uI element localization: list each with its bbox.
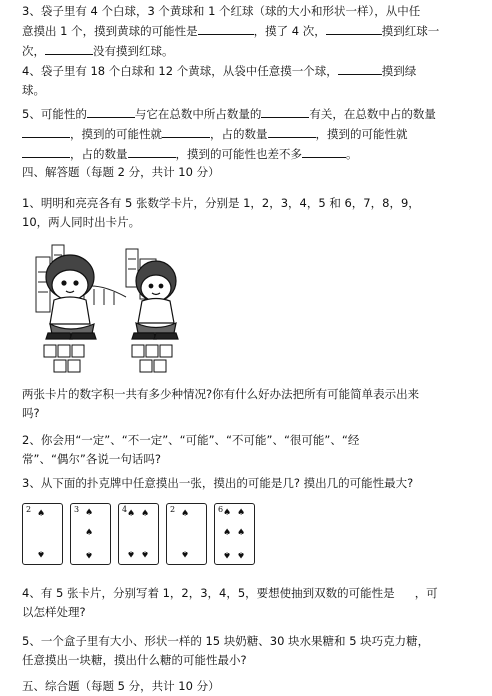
q3-text: 摸到红球一 <box>381 24 440 38</box>
s4q4-line-2: 以怎样处理? <box>22 605 86 619</box>
spade-icon: ♠ <box>37 548 46 558</box>
question-5 <box>22 104 477 164</box>
spade-icon: ♠ <box>223 528 232 538</box>
spade-icon: ♠ <box>141 548 150 558</box>
s4q1-question-line-1: 两张卡片的数字积一共有多少种情况?你有什么好办法把所有可能简单表示出来 <box>22 387 420 401</box>
spade-icon: ♠ <box>85 528 94 538</box>
card-rank: 6 <box>218 505 224 514</box>
q3-text: ，摸了 4 次， <box>253 24 326 38</box>
card-rank: 2 <box>26 505 32 514</box>
q5-text: 。 <box>346 147 358 161</box>
children-drawing <box>28 237 198 377</box>
q3-line-1: 3、袋子里有 4 个白球，3 个黄球和 1 个红球（球的大小和形状一样），从中任 <box>22 4 421 18</box>
q5-text: ，占的数量 <box>210 127 268 141</box>
s4q1-line-2: 10，两人同时出卡片。 <box>22 215 141 229</box>
q3-text: 次， <box>22 44 45 58</box>
q3-text: 意摸出 1 个，摸到黄球的可能性是 <box>22 24 198 38</box>
answer-blank[interactable] <box>268 124 316 138</box>
q3-text: 没有摸到红球。 <box>93 44 174 58</box>
answer-blank[interactable] <box>162 124 210 138</box>
answer-blank[interactable] <box>338 61 382 75</box>
question-3 <box>22 2 477 61</box>
spade-icon: ♠ <box>85 549 94 559</box>
s4q4-text: 4、有 5 张卡片，分别写着 1，2，3，4，5，要想使抽到双数的可能性是 <box>22 586 395 600</box>
s4q4-line-1 <box>22 584 477 603</box>
s4q4-text: ，可 <box>414 586 438 600</box>
answer-blank[interactable] <box>302 144 346 158</box>
playing-card <box>214 503 255 565</box>
q5-text: ，摸到的可能性就 <box>70 127 162 141</box>
q4-line-1 <box>22 61 477 81</box>
q5-line-1 <box>22 104 477 124</box>
q4-line-2: 球。 <box>22 83 45 97</box>
answer-blank[interactable] <box>45 41 93 55</box>
s4-question-1 <box>22 194 477 232</box>
playing-card <box>118 503 159 565</box>
q5-text: ，摸到的可能性也差不多 <box>175 147 302 161</box>
s4q1-question <box>22 385 477 423</box>
s4q5-line-2: 任意摸出一块糖，摸出什么糖的可能性最小? <box>22 653 247 667</box>
answer-blank[interactable] <box>22 124 70 138</box>
children-cards-illustration <box>28 237 198 377</box>
spade-icon: ♠ <box>127 509 136 519</box>
answer-blank[interactable] <box>22 144 70 158</box>
s4q1-line-1: 1、明明和亮亮各有 5 张数学卡片，分别是 1，2，3，4，5 和 6，7，8，9， <box>22 196 420 210</box>
card-rank: 4 <box>122 505 128 514</box>
playing-card <box>70 503 111 565</box>
q3-line-3 <box>22 41 477 61</box>
s4q2-line-1: 2、你会用“一定”、“不一定”、“可能”、“不可能”、“很可能”、“经 <box>22 433 360 447</box>
card-rank: 2 <box>170 505 176 514</box>
q5-line-3 <box>22 144 477 164</box>
q5-line-2 <box>22 124 477 144</box>
spade-icon: ♠ <box>223 549 232 559</box>
q4-text: 摸到绿 <box>381 64 417 78</box>
answer-blank[interactable] <box>326 21 382 35</box>
spade-icon: ♠ <box>37 509 46 519</box>
q5-text: 有关，在总数中占的数量 <box>309 107 436 121</box>
question-4 <box>22 61 477 100</box>
spade-icon: ♠ <box>181 548 190 558</box>
answer-blank[interactable] <box>198 21 254 35</box>
section-5-heading: 五、综合题（每题 5 分，共计 10 分） <box>22 679 220 693</box>
playing-card <box>166 503 207 565</box>
s4q3-line-1: 3、从下面的扑克牌中任意摸出一张，摸出的可能是几? 摸出几的可能性最大? <box>22 476 414 490</box>
q5-text: ，摸到的可能性就 <box>315 127 408 141</box>
answer-blank[interactable] <box>395 584 415 597</box>
s4-question-3 <box>22 474 477 493</box>
s4q1-question-line-2: 吗? <box>22 406 40 420</box>
q3-line-2 <box>22 21 477 41</box>
s4q5-line-1: 5、一个盒子里有大小、形状一样的 15 块奶糖、30 块水果糖和 5 块巧克力糖， <box>22 634 430 648</box>
spade-icon: ♠ <box>237 549 246 559</box>
spade-icon: ♠ <box>223 508 232 518</box>
s4q2-line-2: 常”、“偶尔”各说一句话吗? <box>22 452 161 466</box>
q5-text: ，占的数量 <box>70 147 128 161</box>
spade-icon: ♠ <box>237 528 246 538</box>
spade-icon: ♠ <box>85 508 94 518</box>
spade-icon: ♠ <box>127 548 136 558</box>
answer-blank[interactable] <box>87 104 135 118</box>
q5-text: 与它在总数中所占数量的 <box>134 107 262 121</box>
section-4-heading: 四、解答题（每题 2 分，共计 10 分） <box>22 165 220 179</box>
q4-text: 4、袋子里有 18 个白球和 12 个黄球，从袋中任意摸一个球， <box>22 64 338 78</box>
answer-blank[interactable] <box>261 104 309 118</box>
spade-icon: ♠ <box>181 509 190 519</box>
s4-question-4 <box>22 584 477 622</box>
answer-blank[interactable] <box>128 144 176 158</box>
s4-question-5 <box>22 632 477 670</box>
spade-icon: ♠ <box>237 508 246 518</box>
playing-card <box>22 503 63 565</box>
q5-text: 5、可能性的 <box>22 107 87 121</box>
card-rank: 3 <box>74 505 80 514</box>
spade-icon: ♠ <box>141 509 150 519</box>
s4-question-2 <box>22 431 477 469</box>
